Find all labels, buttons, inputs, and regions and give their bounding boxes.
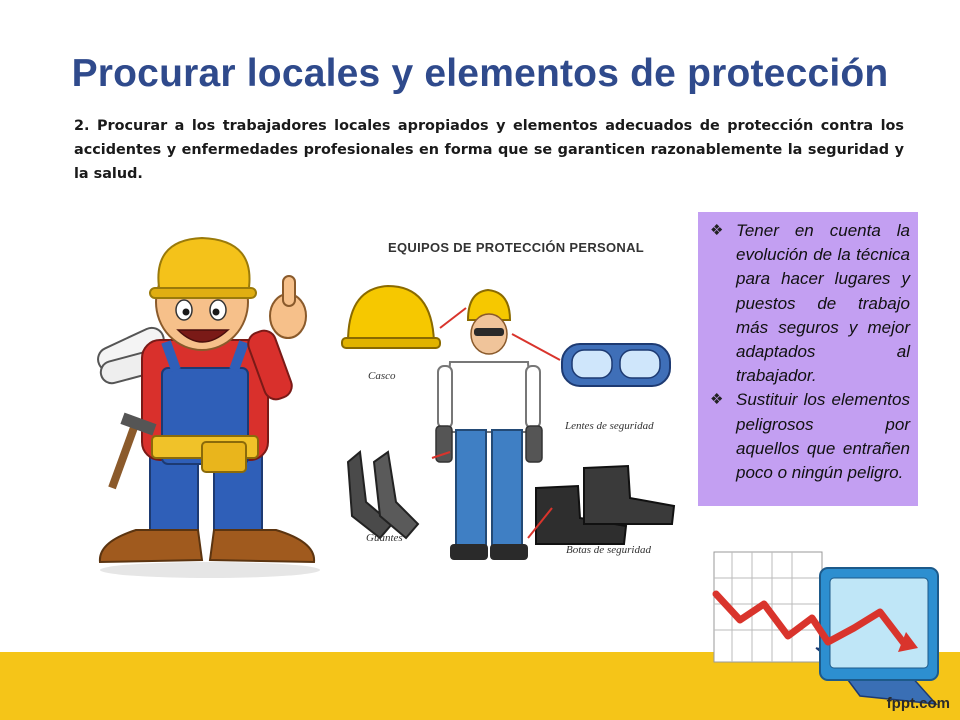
helmet-icon xyxy=(342,286,440,348)
worker-cartoon-illustration xyxy=(80,230,340,580)
diamond-bullet-icon: ❖ xyxy=(710,222,724,239)
worker-shadow xyxy=(100,562,320,578)
label-goggles: Lentes de seguridad xyxy=(565,420,654,432)
monitor-chart-icon xyxy=(712,548,950,706)
label-helmet: Casco xyxy=(368,370,396,382)
label-boots: Botas de seguridad xyxy=(566,544,651,556)
goggles-icon xyxy=(562,344,670,386)
bullet-text: Tener en cuenta la evolución de la técnica para hacer lugares y puestos de trabajo más seguros y mejor adaptados al trabajador. xyxy=(736,221,910,386)
label-gloves: Guantes xyxy=(366,532,403,544)
slide-title: Procurar locales y elementos de protección xyxy=(71,52,889,95)
diamond-bullet-icon: ❖ xyxy=(710,391,724,409)
ppe-worker-figure xyxy=(436,290,542,560)
intro-paragraph: 2. Procurar a los trabajadores locales apropiados y elementos adecuados de protección contra los accidentes y enfermedades profesionales en forma que se garanticen razonablemente la seguridad y la salud. xyxy=(74,118,904,182)
gloves-icon xyxy=(348,452,418,538)
brand-label: fppt.com xyxy=(886,695,950,712)
bullet-text: Sustituir los elementos peligrosos por aquellos que entrañen poco o ningún peligro. xyxy=(736,390,910,483)
ppe-heading: EQUIPOS DE PROTECCIÓN PERSONAL xyxy=(388,240,645,255)
boots-icon xyxy=(536,466,674,544)
bullet-item xyxy=(710,219,910,388)
bullet-item xyxy=(710,388,910,485)
bullet-list xyxy=(710,219,910,485)
